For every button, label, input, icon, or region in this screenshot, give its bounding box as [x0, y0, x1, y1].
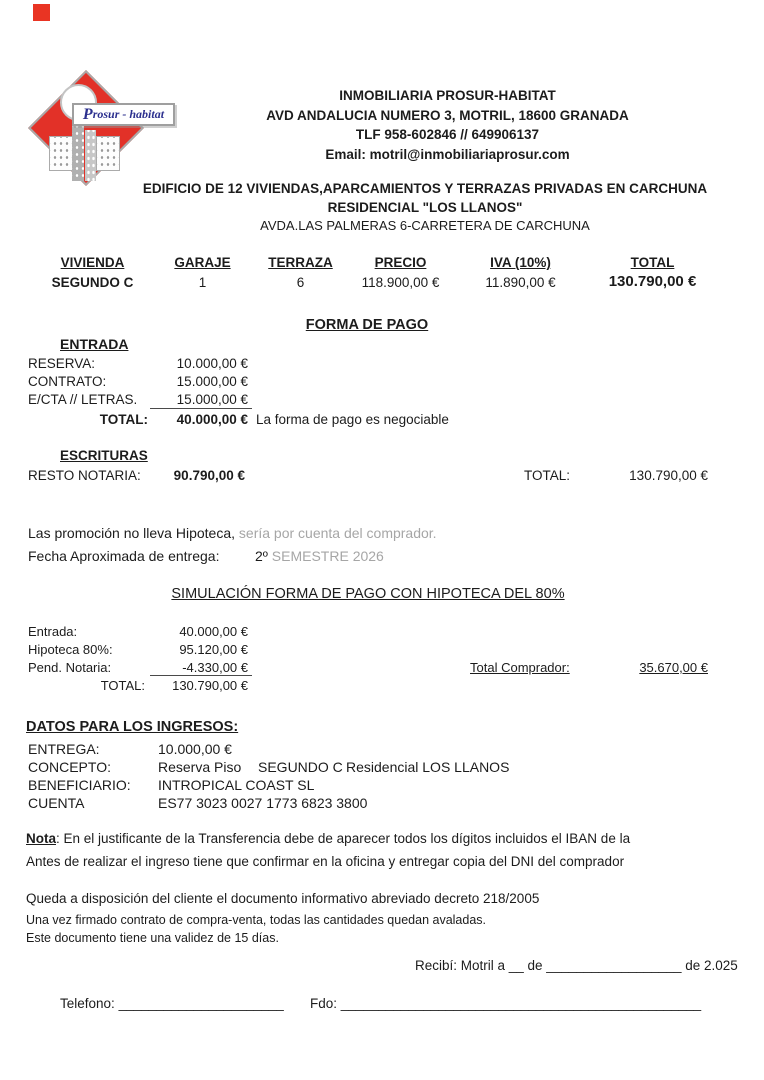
- company-header: [240, 86, 655, 164]
- logo-tower-icon: [72, 126, 84, 181]
- concepto-part1: Reserva Piso: [158, 759, 242, 775]
- cuenta-value: ES77 3023 0027 1773 6823 3800: [158, 795, 368, 811]
- logo-banner-initial: P: [82, 105, 93, 123]
- logo-banner-text: rosur - habitat: [92, 107, 165, 121]
- contrato-label: CONTRATO:: [28, 374, 107, 389]
- sim-hipoteca-value: 95.120,00 €: [179, 642, 248, 657]
- escrituras-total-value: 130.790,00 €: [629, 468, 708, 483]
- ingresos-title: DATOS PARA LOS INGRESOS:: [26, 719, 239, 735]
- sim-entrada-label: Entrada:: [28, 624, 78, 639]
- entrega-label: ENTREGA:: [28, 741, 100, 757]
- property-title-block: [115, 180, 735, 236]
- entrada-sum-line: [150, 408, 252, 409]
- fdo-line: [310, 996, 701, 1011]
- total-comprador-value: 35.670,00 €: [639, 660, 708, 675]
- ecta-letras-value: 15.000,00 €: [176, 392, 248, 407]
- legal-line3: Este documento tiene una validez de 15 días.: [26, 931, 279, 945]
- entrada-title: ENTRADA: [60, 336, 129, 352]
- telefono-line: [60, 996, 284, 1011]
- escrituras-title: ESCRITURAS: [60, 448, 148, 463]
- forma-pago-note: La forma de pago es negociable: [256, 412, 449, 427]
- fdo-blank-line: ________________________________________________: [340, 996, 702, 1011]
- nota-label: Nota: [26, 831, 56, 846]
- fecha-entrega-black: 2º: [255, 548, 272, 564]
- beneficiario-label: BENEFICIARIO:: [28, 777, 131, 793]
- col-header-terraza: TERRAZA: [268, 255, 333, 270]
- forma-pago-title: FORMA DE PAGO: [305, 317, 429, 333]
- property-line1: EDIFICIO DE 12 VIVIENDAS,APARCAMIENTOS Y TERRAZAS PRIVADAS EN CARCHUNA: [142, 181, 708, 196]
- concepto-value: [158, 759, 509, 775]
- telefono-label: Telefono:: [60, 996, 115, 1011]
- total-comprador-label: Total Comprador:: [470, 660, 570, 675]
- nota-line2: Antes de realizar el ingreso tiene que confirmar en la oficina y entregar copia del DNI del comprador: [26, 854, 625, 869]
- fecha-entrega-label: Fecha Aproximada de entrega:: [28, 548, 220, 564]
- company-address: AVD ANDALUCIA NUMERO 3, MOTRIL, 18600 GRANADA: [266, 107, 629, 123]
- concepto-part3: Residencial LOS LLANOS: [346, 759, 510, 775]
- nota-line1-text: : En el justificante de la Transferencia debe de aparecer todos los dígitos incluidos el IBAN de la: [56, 831, 631, 846]
- col-header-precio: PRECIO: [374, 255, 427, 270]
- ecta-letras-label: E/CTA // LETRAS.: [28, 392, 138, 407]
- cell-iva: 11.890,00 €: [485, 275, 556, 290]
- legal-line2: Una vez firmado contrato de compra-venta, todas las cantidades quedan avaladas.: [26, 913, 486, 927]
- col-header-vivienda: VIVIENDA: [60, 255, 125, 270]
- nota-line1: [26, 831, 630, 846]
- cell-precio: 118.900,00 €: [361, 275, 440, 290]
- logo-tower2-icon: [85, 130, 96, 181]
- col-header-iva: IVA (10%): [490, 255, 551, 270]
- sim-entrada-value: 40.000,00 €: [179, 624, 248, 639]
- sim-pend-notaria-label: Pend. Notaria:: [28, 660, 112, 675]
- fdo-label: Fdo:: [310, 996, 338, 1011]
- logo-building-left-icon: [49, 136, 74, 171]
- property-line2: RESIDENCIAL "LOS LLANOS": [327, 199, 523, 215]
- company-phone: TLF 958-602846 // 649906137: [355, 127, 540, 142]
- fecha-entrega-gray: SEMESTRE 2026: [271, 548, 384, 564]
- beneficiario-value: INTROPICAL COAST SL: [158, 777, 315, 793]
- simulacion-title: SIMULACIÓN FORMA DE PAGO CON HIPOTECA DEL 80%: [171, 586, 565, 602]
- reserva-label: RESERVA:: [28, 356, 96, 371]
- logo-building-right-icon: [96, 136, 120, 171]
- sim-total-label: TOTAL:: [100, 678, 145, 693]
- hipoteca-note-black: Las promoción no lleva Hipoteca,: [28, 525, 236, 541]
- resto-notaria-label: RESTO NOTARIA:: [28, 468, 141, 483]
- sim-pend-notaria-value: -4.330,00 €: [182, 660, 248, 675]
- concepto-part2: SEGUNDO C: [258, 759, 343, 775]
- col-header-total: TOTAL: [630, 255, 675, 270]
- hipoteca-note: [28, 525, 437, 541]
- reserva-value: 10.000,00 €: [176, 356, 248, 371]
- entrada-total-label: TOTAL:: [99, 412, 148, 427]
- cell-terraza: 6: [296, 275, 305, 290]
- corner-marker: [33, 4, 50, 21]
- sim-total-value: 130.790,00 €: [172, 678, 248, 693]
- property-line3: AVDA.LAS PALMERAS 6-CARRETERA DE CARCHUNA: [260, 218, 590, 233]
- sim-hipoteca-label: Hipoteca 80%:: [28, 642, 113, 657]
- hipoteca-note-gray: sería por cuenta del comprador.: [235, 525, 437, 541]
- company-email: Email: motril@inmobiliariaprosur.com: [325, 146, 570, 162]
- telefono-blank-line: ______________________: [118, 996, 284, 1011]
- cell-total: 130.790,00 €: [608, 273, 697, 290]
- concepto-label: CONCEPTO:: [28, 759, 111, 775]
- cell-vivienda: SEGUNDO C: [51, 275, 134, 290]
- escrituras-total-label: TOTAL:: [523, 468, 570, 483]
- legal-line1: Queda a disposición del cliente el documento informativo abreviado decreto 218/2005: [26, 891, 540, 906]
- resto-notaria-value: 90.790,00 €: [173, 468, 245, 483]
- logo-banner: [72, 103, 175, 126]
- entrada-total-value: 40.000,00 €: [176, 412, 248, 427]
- fecha-entrega-value: [255, 548, 384, 564]
- contrato-value: 15.000,00 €: [176, 374, 248, 389]
- simulacion-sum-line: [150, 675, 252, 676]
- recibi-line: Recibí: Motril a __ de __________________ de 2.025: [415, 958, 738, 973]
- entrega-value: 10.000,00 €: [158, 741, 232, 757]
- company-name: INMOBILIARIA PROSUR-HABITAT: [339, 88, 556, 103]
- cell-garaje: 1: [198, 275, 207, 290]
- col-header-garaje: GARAJE: [174, 255, 231, 270]
- cuenta-label: CUENTA: [28, 795, 85, 811]
